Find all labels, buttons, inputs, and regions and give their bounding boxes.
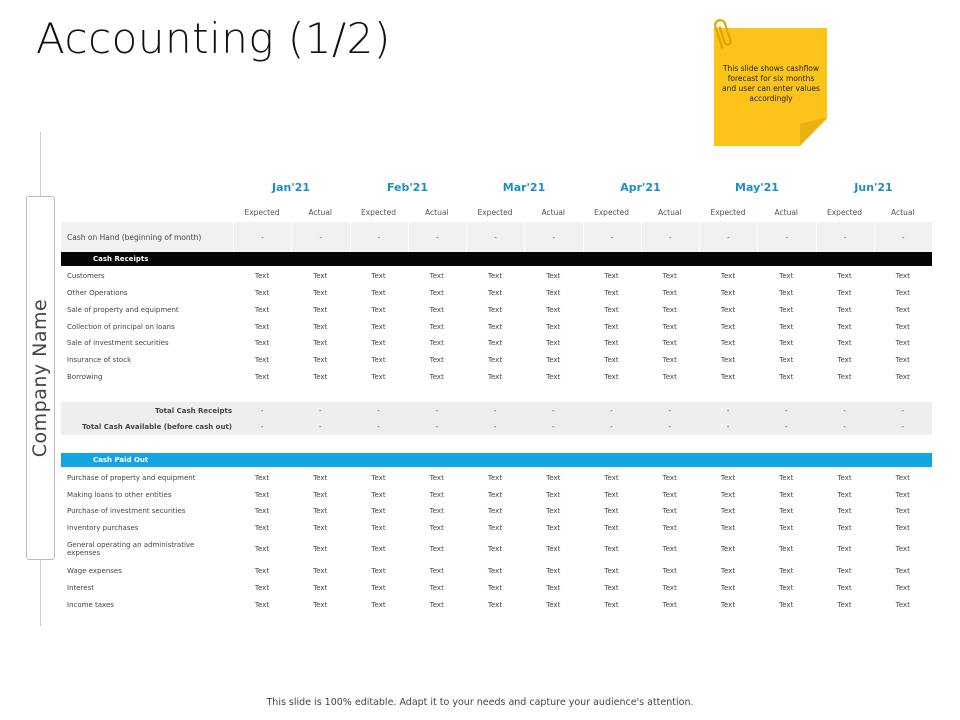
row-label: Borrowing	[67, 372, 103, 381]
value-cell[interactable]: Text	[487, 355, 503, 364]
value-cell[interactable]: Text	[546, 372, 561, 381]
value-cell[interactable]: Text	[487, 583, 503, 592]
value-cell[interactable]: Text	[779, 566, 794, 575]
value-cell[interactable]: Text	[487, 288, 503, 297]
value-cell[interactable]: Text	[662, 566, 677, 575]
value-cell[interactable]: -	[377, 422, 380, 431]
value-cell[interactable]: Text	[429, 355, 444, 364]
row-label: Collection of principal on loans	[67, 322, 175, 331]
receipt-row	[61, 368, 932, 385]
value-cell[interactable]: Text	[779, 338, 794, 347]
value-cell[interactable]: Text	[546, 583, 561, 592]
month-label: Mar'21	[502, 181, 546, 194]
value-cell[interactable]: Text	[546, 305, 561, 314]
value-cell[interactable]: Text	[371, 523, 386, 532]
value-cell[interactable]: -	[874, 222, 932, 253]
value-cell[interactable]: Text	[371, 322, 386, 331]
value-cell[interactable]: -	[435, 406, 439, 415]
value-cell[interactable]: Text	[546, 523, 561, 532]
value-cell[interactable]: Text	[604, 490, 619, 499]
value-cell[interactable]: Text	[720, 355, 736, 364]
value-cell[interactable]: Text	[371, 566, 386, 575]
value-cell[interactable]: Text	[254, 473, 270, 482]
value-cell[interactable]: Text	[313, 523, 328, 532]
value-cell[interactable]: Text	[604, 600, 619, 609]
value-cell[interactable]: -	[318, 406, 322, 415]
row-label: Cash on Hand (beginning of month)	[67, 232, 202, 242]
value-cell[interactable]: -	[843, 422, 846, 431]
total-cash-receipts-row	[61, 402, 932, 419]
actual-header: Actual	[541, 208, 565, 217]
paid-out-row	[61, 579, 932, 596]
expected-header: Expected	[594, 208, 629, 217]
value-cell[interactable]: Text	[604, 523, 619, 532]
value-cell[interactable]: Text	[720, 372, 736, 381]
value-cell[interactable]: -	[466, 222, 524, 253]
value-cell[interactable]: Text	[604, 288, 619, 297]
row-label: General operating an administrative expenses	[67, 540, 195, 557]
value-cell[interactable]: Text	[720, 473, 736, 482]
value-cell[interactable]: Text	[371, 583, 386, 592]
value-cell[interactable]: Text	[837, 305, 852, 314]
value-cell[interactable]: Text	[371, 372, 386, 381]
value-cell[interactable]: -	[377, 406, 380, 415]
paperclip-icon	[711, 17, 733, 51]
value-cell[interactable]: Text	[837, 583, 852, 592]
value-cell[interactable]: Text	[662, 583, 677, 592]
expected-header: Expected	[361, 208, 396, 217]
value-cell[interactable]: Text	[837, 506, 852, 515]
value-cell[interactable]: Text	[837, 338, 852, 347]
value-cell[interactable]: Text	[371, 506, 386, 515]
value-cell[interactable]: Text	[720, 506, 736, 515]
value-cell[interactable]: Text	[662, 322, 677, 331]
value-cell[interactable]: Text	[779, 288, 794, 297]
value-cell[interactable]: Text	[254, 355, 270, 364]
value-cell[interactable]: Text	[487, 305, 503, 314]
value-cell[interactable]: Text	[779, 600, 794, 609]
value-cell[interactable]: -	[901, 422, 905, 431]
value-cell[interactable]: Text	[313, 322, 328, 331]
value-cell[interactable]: Text	[604, 271, 619, 280]
expected-header: Expected	[244, 208, 280, 217]
value-cell[interactable]: Text	[313, 600, 328, 609]
value-cell[interactable]: Text	[720, 566, 736, 575]
value-cell[interactable]: Text	[546, 288, 561, 297]
value-cell[interactable]: -	[260, 422, 264, 431]
value-cell[interactable]: Text	[895, 288, 910, 297]
value-cell[interactable]: Text	[429, 473, 444, 482]
value-cell[interactable]: -	[816, 222, 874, 253]
row-label: Other Operations	[67, 288, 128, 297]
receipt-row	[61, 301, 932, 318]
expected-header: Expected	[710, 208, 746, 217]
value-cell[interactable]: Text	[371, 473, 386, 482]
value-cell[interactable]: Text	[779, 583, 794, 592]
value-cell[interactable]: Text	[604, 338, 619, 347]
value-cell[interactable]: Text	[429, 600, 444, 609]
value-cell[interactable]: Text	[779, 271, 794, 280]
receipt-row	[61, 318, 932, 335]
value-cell[interactable]: -	[350, 222, 408, 253]
value-cell[interactable]: Text	[837, 600, 852, 609]
value-cell[interactable]: Text	[662, 271, 677, 280]
value-cell[interactable]: Text	[371, 490, 386, 499]
value-cell[interactable]: Text	[371, 600, 386, 609]
value-cell[interactable]: -	[784, 406, 788, 415]
paid-out-row	[61, 562, 932, 579]
value-cell[interactable]: Text	[662, 544, 677, 553]
value-cell[interactable]: Text	[546, 566, 561, 575]
row-label: Total Cash Available (before cash out)	[82, 422, 232, 431]
value-cell[interactable]: Text	[895, 506, 910, 515]
value-cell[interactable]: Text	[254, 566, 270, 575]
value-cell[interactable]: -	[726, 422, 730, 431]
value-cell[interactable]: Text	[429, 322, 444, 331]
value-cell[interactable]: Text	[837, 473, 852, 482]
value-cell[interactable]: Text	[487, 490, 503, 499]
value-cell[interactable]: Text	[546, 322, 561, 331]
value-cell[interactable]: Text	[429, 506, 444, 515]
value-cell[interactable]: Text	[254, 322, 270, 331]
value-cell[interactable]: Text	[895, 271, 910, 280]
value-cell[interactable]: Text	[837, 355, 852, 364]
value-cell[interactable]: Text	[779, 372, 794, 381]
value-cell[interactable]: Text	[662, 490, 677, 499]
cash-on-hand-row	[61, 222, 932, 253]
value-cell[interactable]: Text	[779, 490, 794, 499]
actual-header: Actual	[774, 208, 798, 217]
value-cell[interactable]: Text	[254, 490, 270, 499]
actual-header: Actual	[308, 208, 332, 217]
value-cell[interactable]: Text	[720, 288, 736, 297]
value-cell[interactable]: Text	[895, 583, 910, 592]
actual-header: Actual	[425, 208, 449, 217]
value-cell[interactable]: Text	[429, 271, 444, 280]
value-cell[interactable]: Text	[487, 600, 503, 609]
value-cell[interactable]: Text	[313, 271, 328, 280]
value-cell[interactable]: Text	[487, 372, 503, 381]
value-cell[interactable]: Text	[837, 566, 852, 575]
value-cell[interactable]: Text	[720, 338, 736, 347]
value-cell[interactable]: Text	[895, 338, 910, 347]
receipt-row	[61, 267, 932, 284]
value-cell[interactable]: Text	[779, 544, 794, 553]
paid-out-row	[61, 469, 932, 486]
value-cell[interactable]: Text	[254, 305, 270, 314]
value-cell[interactable]: Text	[720, 305, 736, 314]
value-cell[interactable]: Text	[779, 506, 794, 515]
receipt-row	[61, 334, 932, 351]
value-cell[interactable]: Text	[604, 566, 619, 575]
row-label: Wage expenses	[67, 566, 122, 575]
value-cell[interactable]: Text	[429, 288, 444, 297]
value-cell[interactable]: Text	[254, 523, 270, 532]
value-cell[interactable]: Text	[313, 372, 328, 381]
value-cell[interactable]: Text	[837, 322, 852, 331]
value-cell[interactable]: Text	[546, 271, 561, 280]
value-cell[interactable]: -	[699, 222, 757, 253]
value-cell[interactable]: Text	[371, 288, 386, 297]
section-label: Cash Receipts	[93, 255, 149, 263]
value-cell[interactable]: Text	[662, 355, 677, 364]
value-cell[interactable]: Text	[313, 338, 328, 347]
value-cell[interactable]: Text	[371, 305, 386, 314]
value-cell[interactable]: Text	[895, 544, 910, 553]
value-cell[interactable]: Text	[546, 506, 561, 515]
paid-out-row	[61, 502, 932, 519]
value-cell[interactable]: Text	[604, 544, 619, 553]
value-cell[interactable]: Text	[371, 544, 386, 553]
row-label: Sale of property and equipment	[67, 305, 179, 314]
value-cell[interactable]: Text	[895, 566, 910, 575]
value-cell[interactable]: Text	[895, 322, 910, 331]
value-cell[interactable]: Text	[720, 583, 736, 592]
value-cell[interactable]: Text	[895, 490, 910, 499]
paid-out-row	[61, 540, 932, 557]
value-cell[interactable]: Text	[604, 305, 619, 314]
value-cell[interactable]: Text	[429, 372, 444, 381]
value-cell[interactable]: -	[524, 222, 582, 253]
row-label: Interest	[67, 583, 94, 592]
value-cell[interactable]: -	[551, 422, 555, 431]
value-cell[interactable]: Text	[371, 355, 386, 364]
value-cell[interactable]: Text	[720, 523, 736, 532]
row-label: Insurance of stock	[67, 355, 132, 364]
value-cell[interactable]: Text	[895, 523, 910, 532]
value-cell[interactable]: -	[668, 406, 672, 415]
value-cell[interactable]: -	[668, 422, 672, 431]
value-cell[interactable]: Text	[720, 600, 736, 609]
value-cell[interactable]: Text	[662, 473, 677, 482]
value-cell[interactable]: Text	[254, 288, 270, 297]
value-cell[interactable]: -	[757, 222, 815, 253]
value-cell[interactable]: -	[318, 422, 322, 431]
value-cell[interactable]: Text	[895, 600, 910, 609]
value-cell[interactable]: Text	[895, 473, 910, 482]
value-cell[interactable]: Text	[662, 305, 677, 314]
value-cell[interactable]: Text	[546, 544, 561, 553]
value-cell[interactable]: Text	[254, 338, 270, 347]
value-cell[interactable]: -	[784, 422, 788, 431]
value-cell[interactable]: Text	[720, 490, 736, 499]
value-cell[interactable]: Text	[487, 322, 503, 331]
value-cell[interactable]: -	[610, 406, 613, 415]
value-cell[interactable]: Text	[546, 338, 561, 347]
value-cell[interactable]: Text	[313, 473, 328, 482]
value-cell[interactable]: Text	[895, 372, 910, 381]
value-cell[interactable]: Text	[837, 544, 852, 553]
value-cell[interactable]: Text	[720, 322, 736, 331]
value-cell[interactable]: Text	[371, 271, 386, 280]
value-cell[interactable]: Text	[313, 583, 328, 592]
value-cell[interactable]: Text	[429, 566, 444, 575]
value-cell[interactable]: Text	[546, 600, 561, 609]
value-cell[interactable]: Text	[254, 372, 270, 381]
value-cell[interactable]: Text	[487, 473, 503, 482]
value-cell[interactable]: Text	[313, 288, 328, 297]
row-label: Income taxes	[67, 600, 114, 609]
value-cell[interactable]: Text	[895, 305, 910, 314]
value-cell[interactable]: Text	[604, 322, 619, 331]
value-cell[interactable]: -	[493, 406, 497, 415]
month-label: Feb'21	[386, 181, 429, 194]
value-cell[interactable]: Text	[313, 566, 328, 575]
value-cell[interactable]: -	[291, 222, 349, 253]
row-label: Making loans to other entities	[67, 490, 172, 499]
value-cell[interactable]: Text	[604, 372, 619, 381]
section-label: Cash Paid Out	[93, 456, 149, 464]
value-cell[interactable]: Text	[487, 523, 503, 532]
value-cell[interactable]: Text	[371, 338, 386, 347]
month-label: Jan'21	[271, 181, 311, 194]
footer-note: This slide is 100% editable. Adapt it to your needs and capture your audience's attention.	[266, 697, 694, 708]
month-label: May'21	[735, 181, 779, 194]
month-label: Apr'21	[620, 181, 661, 194]
slide-title: Accounting (1/2)	[36, 14, 391, 63]
value-cell[interactable]: Text	[895, 355, 910, 364]
value-cell[interactable]: Text	[779, 355, 794, 364]
value-cell[interactable]: -	[726, 406, 730, 415]
value-cell[interactable]: Text	[779, 322, 794, 331]
value-cell[interactable]: Text	[429, 490, 444, 499]
value-cell[interactable]: Text	[487, 566, 503, 575]
row-label: Total Cash Receipts	[155, 406, 232, 415]
value-cell[interactable]: -	[641, 222, 699, 253]
value-cell[interactable]: Text	[313, 544, 328, 553]
value-cell[interactable]: Text	[779, 473, 794, 482]
expected-header: Expected	[827, 208, 862, 217]
value-cell[interactable]: Text	[779, 523, 794, 532]
value-cell[interactable]: Text	[662, 600, 677, 609]
value-cell[interactable]: Text	[313, 355, 328, 364]
value-cell[interactable]: Text	[662, 288, 677, 297]
value-cell[interactable]: Text	[837, 372, 852, 381]
value-cell[interactable]: Text	[487, 271, 503, 280]
value-cell[interactable]: Text	[546, 355, 561, 364]
value-cell[interactable]: -	[233, 222, 291, 253]
value-cell[interactable]: Text	[604, 473, 619, 482]
value-cell[interactable]: Text	[254, 506, 270, 515]
value-cell[interactable]: Text	[487, 338, 503, 347]
actual-header: Actual	[891, 208, 915, 217]
value-cell[interactable]: Text	[779, 305, 794, 314]
value-cell[interactable]: Text	[837, 523, 852, 532]
value-cell[interactable]: Text	[720, 544, 736, 553]
value-cell[interactable]: Text	[604, 355, 619, 364]
value-cell[interactable]: Text	[254, 544, 270, 553]
value-cell[interactable]: Text	[837, 271, 852, 280]
value-cell[interactable]: -	[901, 406, 905, 415]
value-cell[interactable]: Text	[429, 338, 444, 347]
value-cell[interactable]: -	[260, 406, 264, 415]
total-cash-available-row	[61, 418, 932, 435]
value-cell[interactable]: Text	[429, 523, 444, 532]
value-cell[interactable]: -	[493, 422, 497, 431]
value-cell[interactable]: Text	[313, 305, 328, 314]
row-label: Purchase of investment securities	[67, 506, 186, 515]
value-cell[interactable]: Text	[604, 506, 619, 515]
row-label: Purchase of property and equipment	[67, 473, 196, 482]
value-cell[interactable]: Text	[662, 523, 677, 532]
value-cell[interactable]: Text	[429, 544, 444, 553]
value-cell[interactable]: Text	[662, 372, 677, 381]
sticky-note-text: This slide shows cashflow forecast for six months and user can enter values accordingly	[722, 64, 820, 103]
value-cell[interactable]: -	[843, 406, 846, 415]
value-cell[interactable]: Text	[429, 305, 444, 314]
month-header	[233, 181, 932, 197]
value-cell[interactable]: -	[435, 422, 439, 431]
value-cell[interactable]: -	[408, 222, 466, 253]
value-cell[interactable]: Text	[313, 506, 328, 515]
value-cell[interactable]: Text	[487, 544, 503, 553]
value-cell[interactable]: Text	[254, 271, 270, 280]
receipt-row	[61, 284, 932, 301]
receipt-row	[61, 351, 932, 368]
cash-receipts-header	[61, 252, 932, 266]
row-label: Sale of investment securities	[67, 338, 169, 347]
value-cell[interactable]: Text	[837, 288, 852, 297]
value-cell[interactable]: -	[583, 222, 641, 253]
value-cell[interactable]: Text	[487, 506, 503, 515]
cash-paid-out-header	[61, 453, 932, 467]
paid-out-row	[61, 596, 932, 613]
value-cell[interactable]: Text	[546, 490, 561, 499]
month-label: Jun'21	[854, 181, 893, 194]
expected-header: Expected	[477, 208, 513, 217]
paid-out-row	[61, 486, 932, 503]
row-label: Inventory purchases	[67, 523, 139, 532]
value-cell[interactable]: Text	[662, 338, 677, 347]
value-cell[interactable]: Text	[254, 600, 270, 609]
row-label: Customers	[67, 271, 105, 280]
sub-header	[233, 208, 932, 220]
value-cell[interactable]: Text	[662, 506, 677, 515]
value-cell[interactable]: Text	[720, 271, 736, 280]
value-cell[interactable]: Text	[313, 490, 328, 499]
company-name: Company Name	[29, 298, 51, 458]
value-cell[interactable]: Text	[254, 583, 270, 592]
value-cell[interactable]: Text	[837, 490, 852, 499]
value-cell[interactable]: Text	[429, 583, 444, 592]
value-cell[interactable]: Text	[546, 473, 561, 482]
actual-header: Actual	[658, 208, 682, 217]
value-cell[interactable]: -	[610, 422, 613, 431]
value-cell[interactable]: Text	[604, 583, 619, 592]
value-cell[interactable]: -	[551, 406, 555, 415]
paid-out-row	[61, 519, 932, 536]
